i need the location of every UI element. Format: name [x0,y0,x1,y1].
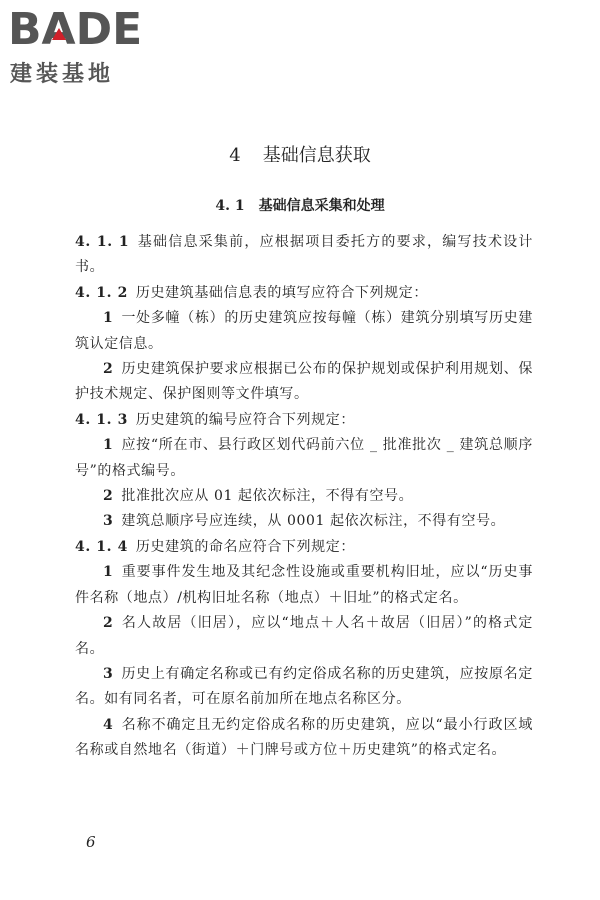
clause-4-1-2 [75,281,533,306]
item-number: 2 [103,361,114,378]
clause-text: 历史建筑的编号应符合下列规定： [135,411,355,428]
clause-4-1-3 [75,408,533,433]
item-number: 3 [103,665,114,682]
item-number: 1 [103,437,114,454]
section-number: 4. 1 [215,198,245,214]
chapter-title-text: 基础信息获取 [262,145,371,166]
clause-4-1-4-item-4 [75,713,533,764]
item-number: 2 [103,615,114,632]
logo-letters-de: DE [75,4,143,55]
clause-number: 4. 1. 1 [75,234,130,250]
clause-text: 基础信息采集前，应根据项目委托方的要求，编写技术设计书。 [75,234,533,276]
item-number: 3 [103,513,114,530]
clause-4-1-2-item-1 [75,306,533,357]
clause-4-1-4 [75,535,533,560]
item-text: 重要事件发生地及其纪念性设施或重要机构旧址，应以“历史事件名称（地点）/机构旧址名称（地点）＋旧址”的格式定名。 [75,564,533,606]
clause-4-1-3-item-3 [75,509,533,534]
item-text: 建筑总顺序号应连续，从 0001 起依次标注，不得有空号。 [121,513,506,530]
clause-text: 历史建筑的命名应符合下列规定： [135,538,355,555]
clause-4-1-3-item-2 [75,484,533,509]
logo-letter-a: A [41,4,76,55]
body-text [75,230,533,764]
item-text: 一处多幢（栋）的历史建筑应按每幢（栋）建筑分别填写历史建筑认定信息。 [75,310,533,352]
item-number: 1 [103,564,114,581]
chapter-number: 4 [229,145,241,166]
clause-text: 历史建筑基础信息表的填写应符合下列规定： [135,284,428,301]
item-text: 批准批次应从 01 起依次标注，不得有空号。 [121,488,414,505]
logo-letter-b: B [8,4,42,55]
page-number: 6 [86,833,96,851]
item-number: 2 [103,488,114,505]
clause-4-1-4-item-2 [75,611,533,662]
clause-number: 4. 1. 4 [75,538,128,555]
item-text: 名称不确定且无约定俗成名称的历史建筑，应以“最小行政区域名称或自然地名（街道）＋门牌号或方位＋历史建筑”的格式定名。 [75,716,533,759]
clause-4-1-1 [75,230,533,281]
clause-4-1-4-item-1 [75,560,533,611]
logo-subtitle: 建装基地 [10,62,115,87]
item-text: 名人故居（旧居），应以“地点＋人名＋故居（旧居）”的格式定名。 [75,615,533,657]
item-number: 4 [103,716,114,733]
clause-4-1-4-item-3 [75,662,533,713]
section-title [0,195,600,217]
item-text: 历史建筑保护要求应根据已公布的保护规划或保护利用规划、保护技术规定、保护图则等文件填写。 [75,361,533,403]
logo-red-triangle-icon [52,28,66,40]
item-text: 应按“所在市、县行政区划代码前六位 _ 批准批次 _ 建筑总顺序号”的格式编号。 [75,437,533,479]
logo-wordmark [8,6,142,54]
clause-4-1-3-item-1 [75,433,533,484]
item-number: 1 [103,310,114,327]
bade-logo [8,6,183,90]
section-title-text: 基础信息采集和处理 [258,198,385,214]
chapter-title [0,143,600,169]
clause-number: 4. 1. 3 [75,411,128,428]
clause-number: 4. 1. 2 [75,284,128,301]
item-text: 历史上有确定名称或已有约定俗成名称的历史建筑，应按原名定名。如有同名者，可在原名前加所在地点名称区分。 [75,665,533,708]
clause-4-1-2-item-2 [75,357,533,408]
